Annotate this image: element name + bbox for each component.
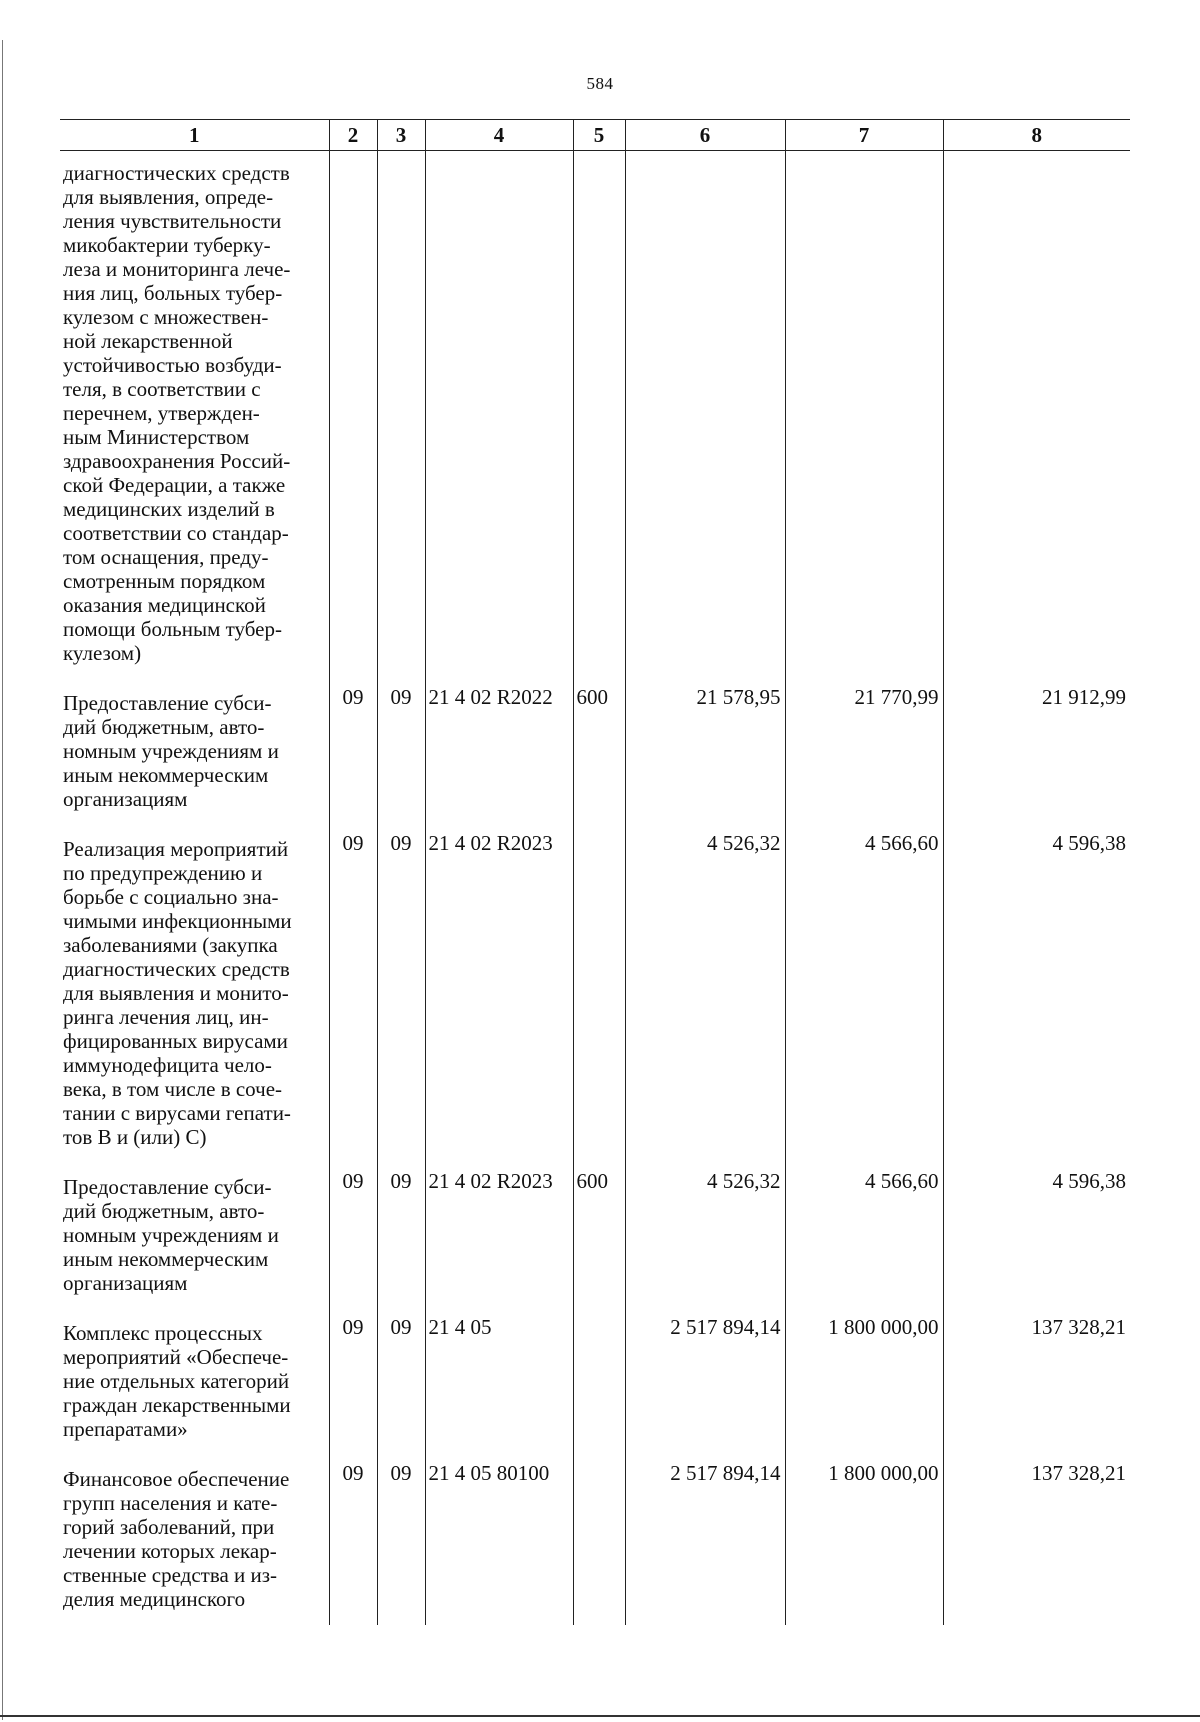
- row-subsection: [377, 151, 425, 684]
- row-target-code: [425, 151, 573, 684]
- row-amount-col8: 4 596,38: [943, 1167, 1130, 1313]
- table-row: [60, 1459, 1130, 1625]
- row-amount-col6: 2 517 894,14: [625, 1313, 785, 1459]
- row-subsection: 09: [377, 683, 425, 829]
- row-section: 09: [329, 1313, 377, 1459]
- row-amount-col6: [625, 151, 785, 684]
- row-amount-col7: 1 800 000,00: [785, 1459, 943, 1625]
- row-name: Предоставление субси- дий бюджетным, авто- номным учреждениям и иным некоммерческим организациям: [63, 691, 279, 811]
- table-row: [60, 151, 1130, 684]
- row-amount-col8: 137 328,21: [943, 1313, 1130, 1459]
- row-amount-col8: [943, 151, 1130, 684]
- row-section: [329, 151, 377, 684]
- row-name: Реализация мероприятий по предупреждению и борьбе с социально зна- чимыми инфекционными заболеваниями (закупка диагностических средств для выявления и монито- ринга лечения лиц, ин- фицированных вирусами иммунодефицита чело- века, в том числе в соче- тании с вирусами гепати- тов В и (или) С): [63, 837, 292, 1149]
- row-section: 09: [329, 829, 377, 1167]
- row-amount-col7: 1 800 000,00: [785, 1313, 943, 1459]
- row-target-code: 21 4 02 R2023: [425, 1167, 573, 1313]
- row-section: 09: [329, 1167, 377, 1313]
- row-expense-type: [573, 1313, 625, 1459]
- budget-table: [60, 119, 1130, 1625]
- row-amount-col6: 4 526,32: [625, 1167, 785, 1313]
- header-col-4: 4: [425, 120, 573, 151]
- table-row: [60, 829, 1130, 1167]
- header-col-1: 1: [60, 120, 329, 151]
- row-section: 09: [329, 1459, 377, 1625]
- row-subsection: 09: [377, 1459, 425, 1625]
- row-amount-col6: 4 526,32: [625, 829, 785, 1167]
- header-col-5: 5: [573, 120, 625, 151]
- row-subsection: 09: [377, 829, 425, 1167]
- header-col-8: 8: [943, 120, 1130, 151]
- row-name: Предоставление субси- дий бюджетным, авто- номным учреждениям и иным некоммерческим организациям: [63, 1175, 279, 1295]
- row-section: 09: [329, 683, 377, 829]
- row-amount-col7: 4 566,60: [785, 1167, 943, 1313]
- row-target-code: 21 4 02 R2023: [425, 829, 573, 1167]
- row-expense-type: [573, 829, 625, 1167]
- row-name: Финансовое обеспечение групп населения и кате- горий заболеваний, при лечении которых лекар- ственные средства и из- делия медицинского: [63, 1467, 290, 1611]
- table-row: [60, 1167, 1130, 1313]
- row-amount-col8: 4 596,38: [943, 829, 1130, 1167]
- row-expense-type: [573, 1459, 625, 1625]
- header-col-3: 3: [377, 120, 425, 151]
- row-amount-col7: 21 770,99: [785, 683, 943, 829]
- page-bottom-edge: [0, 1715, 1200, 1717]
- row-amount-col6: 2 517 894,14: [625, 1459, 785, 1625]
- row-amount-col6: 21 578,95: [625, 683, 785, 829]
- row-expense-type: 600: [573, 683, 625, 829]
- row-name: диагностических средств для выявления, опреде- ления чувствительности микобактерии туберку- леза и мониторинга лече- ния лиц, больных тубер- кулезом с множествен- ной лекарственной устойчивостью возбуди- теля, в соответствии с перечнем, утвержден- ным Министерством здравоохранения Россий- ской Федерации, а также медицинских изделий в соответствии со стандар- том оснащения, преду- смотренным порядком оказания медицинской помощи больным тубер- кулезом): [63, 161, 291, 665]
- page-margin-line: [2, 40, 3, 1720]
- table-row: [60, 1313, 1130, 1459]
- row-amount-col8: 21 912,99: [943, 683, 1130, 829]
- row-amount-col8: 137 328,21: [943, 1459, 1130, 1625]
- row-subsection: 09: [377, 1167, 425, 1313]
- row-expense-type: 600: [573, 1167, 625, 1313]
- row-subsection: 09: [377, 1313, 425, 1459]
- header-row: [60, 120, 1130, 151]
- header-col-6: 6: [625, 120, 785, 151]
- row-expense-type: [573, 151, 625, 684]
- row-amount-col7: [785, 151, 943, 684]
- header-col-7: 7: [785, 120, 943, 151]
- row-target-code: 21 4 02 R2022: [425, 683, 573, 829]
- row-name: Комплекс процессных мероприятий «Обеспече- ние отдельных категорий граждан лекарственными препаратами»: [63, 1321, 291, 1441]
- table-row: [60, 683, 1130, 829]
- row-target-code: 21 4 05: [425, 1313, 573, 1459]
- row-amount-col7: 4 566,60: [785, 829, 943, 1167]
- page-number: 584: [586, 74, 614, 93]
- row-target-code: 21 4 05 80100: [425, 1459, 573, 1625]
- header-col-2: 2: [329, 120, 377, 151]
